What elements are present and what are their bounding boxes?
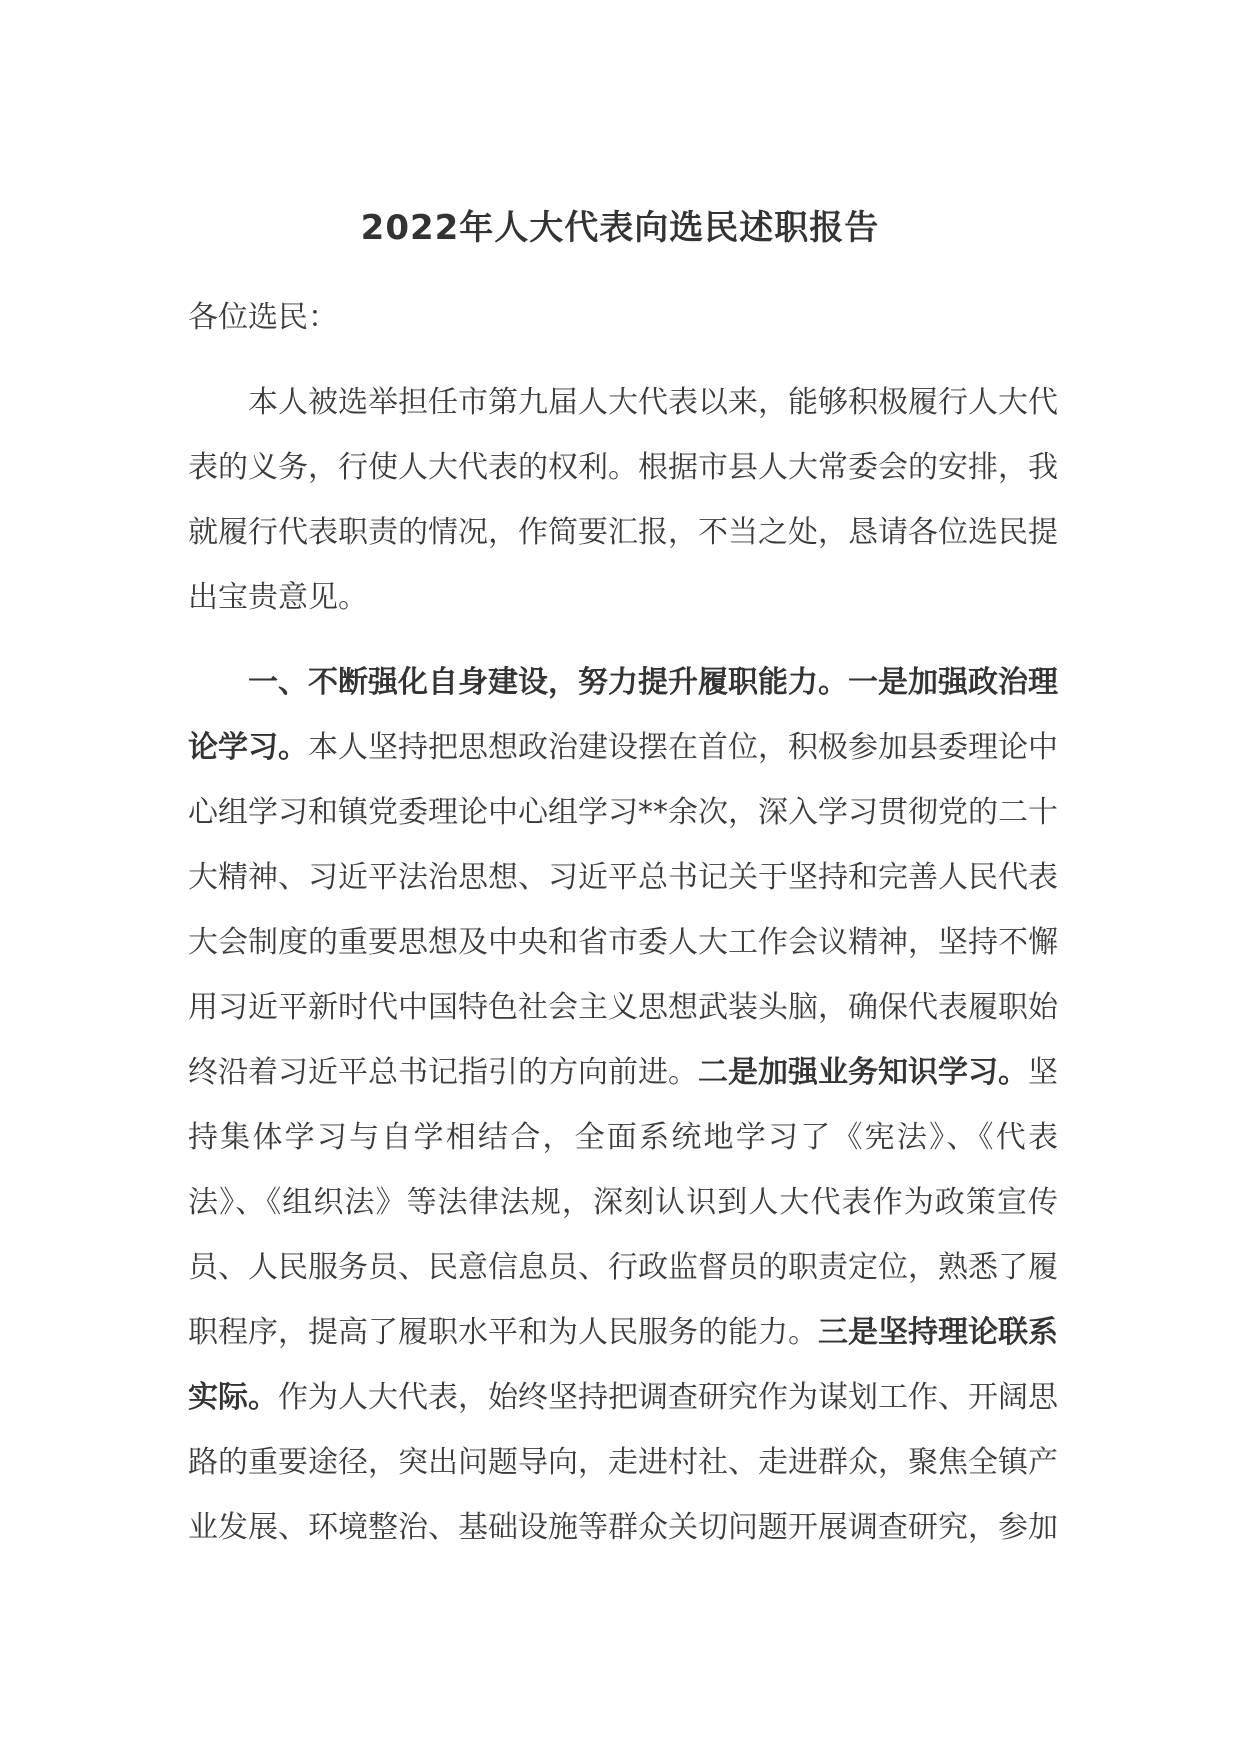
paragraph-section-one <box>188 650 1058 1560</box>
point-one-text: 本人坚持把思想政治建设摆在首位，积极参加县委理论中心组学习和镇党委理论中心组学习**余次，深入学习贯彻党的二十大精神、习近平法治思想、习近平总书记关于坚持和完善人民代表大会制度的重要思想及中央和省市委人大工作会议精神，坚持不懈用习近平新时代中国特色社会主义思想武装头脑，确保代表履职始终沿着习近平总书记指引的方向前进。 <box>188 730 1058 1090</box>
document-title: 2022年人大代表向选民述职报告 <box>360 208 880 248</box>
document-body <box>188 285 1058 1580</box>
point-two-title: 二是加强业务知识学习。 <box>698 1055 1028 1090</box>
point-three-title: 三是坚持理论联系实际。 <box>188 1315 1058 1415</box>
paragraph-intro: 本人被选举担任市第九届人大代表以来，能够积极履行人大代表的义务，行使人大代表的权利。根据市县人大常委会的安排，我就履行代表职责的情况，作简要汇报，不当之处，恳请各位选民提出宝贵意见。 <box>188 385 1058 615</box>
point-one-title: 一是加强政治理论学习。 <box>188 665 1058 765</box>
point-three-text: 作为人大代表，始终坚持把调查研究作为谋划工作、开阔思路的重要途径，突出问题导向，走进村社、走进群众，聚焦全镇产业发展、环境整治、基础设施等群众关切问题开展调查研究，参加 <box>188 1380 1058 1545</box>
point-two-text: 坚持集体学习与自学相结合，全面系统地学习了《宪法》、《代表法》、《组织法》等法律法规，深刻认识到人大代表作为政策宣传员、人民服务员、民意信息员、行政监督员的职责定位，熟悉了履职程序，提高了履职水平和为人民服务的能力。 <box>188 1055 1058 1350</box>
section-heading: 一、不断强化自身建设，努力提升履职能力。 <box>248 665 848 700</box>
salutation: 各位选民： <box>188 300 338 335</box>
